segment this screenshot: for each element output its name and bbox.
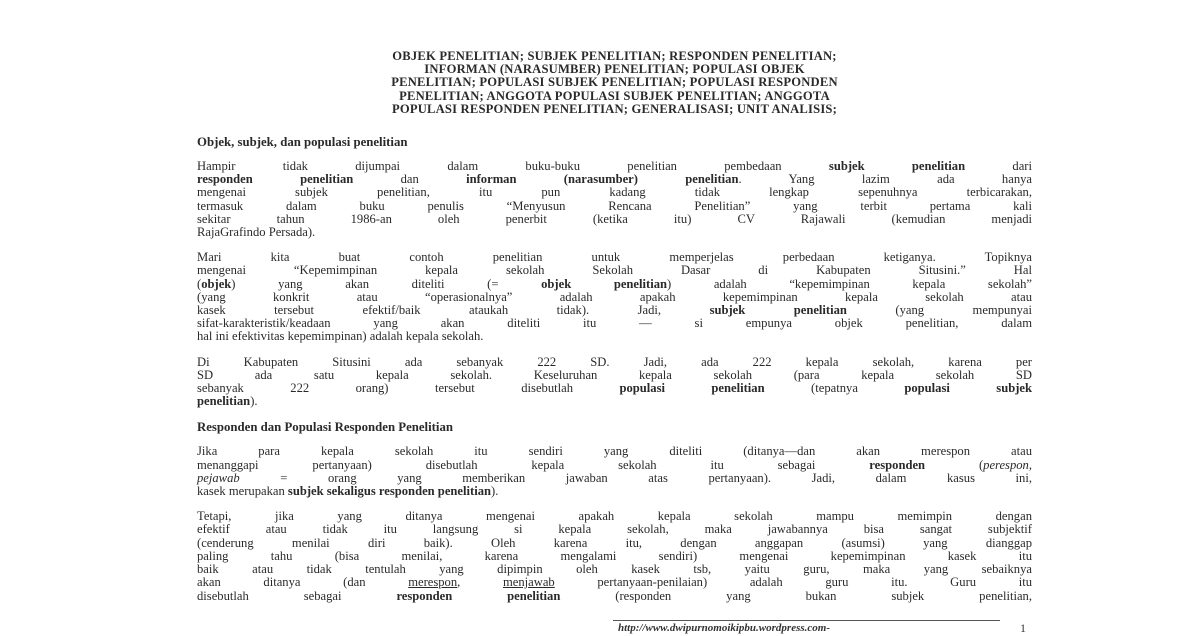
- text-line: Di Kabupaten Situsini ada sebanyak 222 SD. Jadi, ada 222 kepala sekolah, karena per: [197, 354, 1032, 369]
- text-line: Jika para kepala sekolah itu sendiri yang diteliti (ditanya—dan akan merespon atau: [197, 444, 1032, 459]
- text-line: [197, 590, 1032, 603]
- italic-term: pejawab: [197, 470, 240, 485]
- bold-term: responden penelitian: [396, 588, 561, 603]
- text-line: (cenderung menilai diri baik). Oleh karena itu, dengan anggapan (asumsi) yang dianggap: [197, 535, 1032, 550]
- text-run: menanggapi pertanyaan) disebutlah kepala sekolah itu sebagai: [197, 457, 870, 472]
- text-line: [197, 382, 1032, 395]
- text-run: (tepatnya: [764, 381, 905, 396]
- bold-term: subjek penelitian: [709, 303, 847, 318]
- text-line: [197, 485, 1032, 498]
- text-line: RajaGrafindo Persada).: [197, 225, 316, 240]
- footer-url: http://www.dwipurnomoikipbu.wordpress.com-: [618, 622, 830, 634]
- text-line: paling tahu (bisa menilai, karena mengalami sendiri) mengenai kepemimpinan kasek itu: [197, 548, 1032, 563]
- bold-term: responden: [869, 457, 926, 472]
- text-run: . Yang lazim ada hanya: [738, 172, 1033, 187]
- text-run: ) yang akan diteliti (=: [231, 276, 542, 291]
- text-run: sebanyak 222 orang) tersebut disebutlah: [197, 381, 620, 396]
- text-run: kasek tersebut efektif/baik ataukah tidak). Jadi,: [197, 303, 710, 318]
- text-line: efektif atau tidak itu langsung si kepala sekolah, maka jawabannya bisa sangat subjektif: [197, 522, 1032, 537]
- page-content: [197, 50, 1032, 615]
- text-line: SD ada satu kepala sekolah. Keseluruhan kepala sekolah (para kepala sekolah SD: [197, 367, 1032, 382]
- text-line: sekitar tahun 1986-an oleh penerbit (ketika itu) CV Rajawali (kemudian menjadi: [197, 211, 1032, 226]
- underlined-term: merespon: [408, 575, 458, 590]
- bold-term: objek penelitian: [541, 276, 668, 291]
- text-run: dari: [965, 159, 1032, 174]
- text-run: disebutlah sebagai: [197, 588, 397, 603]
- section-heading: Objek, subjek, dan populasi penelitian: [197, 135, 408, 150]
- text-run: (yang mempunyai: [846, 303, 1033, 318]
- text-run: Hampir tidak dijumpai dalam buku-buku penelitian pembedaan: [197, 159, 829, 174]
- text-line: Tetapi, jika yang ditanya mengenai apakah kepala sekolah mampu memimpin dengan: [197, 509, 1032, 524]
- text-line: termasuk dalam buku penulis “Menyusun Rencana Penelitian” yang terbit pertama kali: [197, 198, 1032, 213]
- title-line: PENELITIAN; ANGGOTA POPULASI SUBJEK PENELITIAN; ANGGOTA: [399, 88, 830, 103]
- text-line: (yang konkrit atau “operasionalnya” adalah apakah kepemimpinan kepala sekolah atau: [197, 289, 1032, 304]
- paragraph: [197, 251, 1032, 343]
- bold-term: populasi penelitian: [619, 381, 765, 396]
- bold-term: subjek sekaligus responden penelitian: [287, 484, 491, 499]
- paragraph: [197, 510, 1032, 602]
- text-line: mengenai “Kepemimpinan kepala sekolah Sekolah Dasar di Kabupaten Situsini.” Hal: [197, 263, 1032, 278]
- text-line: baik atau tidak tentulah yang dipimpin oleh kasek tsb, yaitu guru, maka yang sebaiknya: [197, 562, 1032, 577]
- text-run: kasek merupakan: [197, 484, 288, 499]
- title-line: POPULASI RESPONDEN PENELITIAN; GENERALISASI; UNIT ANALISIS;: [391, 101, 838, 116]
- bold-term: informan (narasumber) penelitian: [466, 172, 739, 187]
- text-run: ,: [457, 575, 503, 590]
- bold-term: objek: [201, 276, 232, 291]
- section-heading: Responden dan Populasi Responden Penelitian: [197, 420, 454, 435]
- bold-term: populasi subjek: [904, 381, 1033, 396]
- document-title: [203, 50, 1026, 116]
- text-run: dan: [353, 172, 467, 187]
- text-run: ).: [491, 484, 499, 499]
- text-run: (: [925, 457, 984, 472]
- text-line: mengenai subjek penelitian, itu pun kadang tidak lengkap sepenuhnya terbicarakan,: [197, 185, 1032, 200]
- text-run: akan ditanya (dan: [197, 575, 409, 590]
- paragraph: [197, 445, 1032, 498]
- text-line: hal ini efektivitas kepemimpinan) adalah kepala sekolah.: [197, 329, 484, 344]
- text-run: pertanyaan-penilaian) adalah guru itu. Guru itu: [554, 575, 1033, 590]
- text-line: sifat-karakteristik/keadaan yang akan diteliti itu — si empunya objek penelitian, dalam: [197, 316, 1032, 331]
- text-run: ) adalah “kepemimpinan kepala sekolah”: [667, 276, 1032, 291]
- text-line: Mari kita buat contoh penelitian untuk memperjelas perbedaan ketiganya. Topiknya: [197, 250, 1032, 265]
- text-run: (: [197, 276, 202, 291]
- title-line: OBJEK PENELITIAN; SUBJEK PENELITIAN; RESPONDEN PENELITIAN;: [392, 49, 837, 63]
- bold-term: responden penelitian: [197, 172, 354, 187]
- text-run: = orang yang memberikan jawaban atas pertanyaan). Jadi, dalam kasus ini,: [239, 470, 1032, 485]
- text-run: (responden yang bukan subjek penelitian,: [560, 588, 1032, 603]
- text-line: [197, 278, 1032, 291]
- text-run: ).: [250, 394, 258, 409]
- text-line: [197, 395, 1032, 408]
- paragraph: [197, 356, 1032, 409]
- underlined-term: menjawab: [502, 575, 555, 590]
- italic-term: perespon,: [983, 457, 1032, 472]
- page-number: 1: [1020, 621, 1026, 635]
- footer-divider: [613, 620, 1000, 621]
- title-line: PENELITIAN; POPULASI SUBJEK PENELITIAN; POPULASI RESPONDEN: [391, 75, 838, 90]
- title-line: INFORMAN (NARASUMBER) PENELITIAN; POPULASI OBJEK: [424, 62, 805, 77]
- bold-term: subjek penelitian: [828, 159, 966, 174]
- paragraph: [197, 160, 1032, 239]
- bold-term: penelitian: [197, 394, 251, 409]
